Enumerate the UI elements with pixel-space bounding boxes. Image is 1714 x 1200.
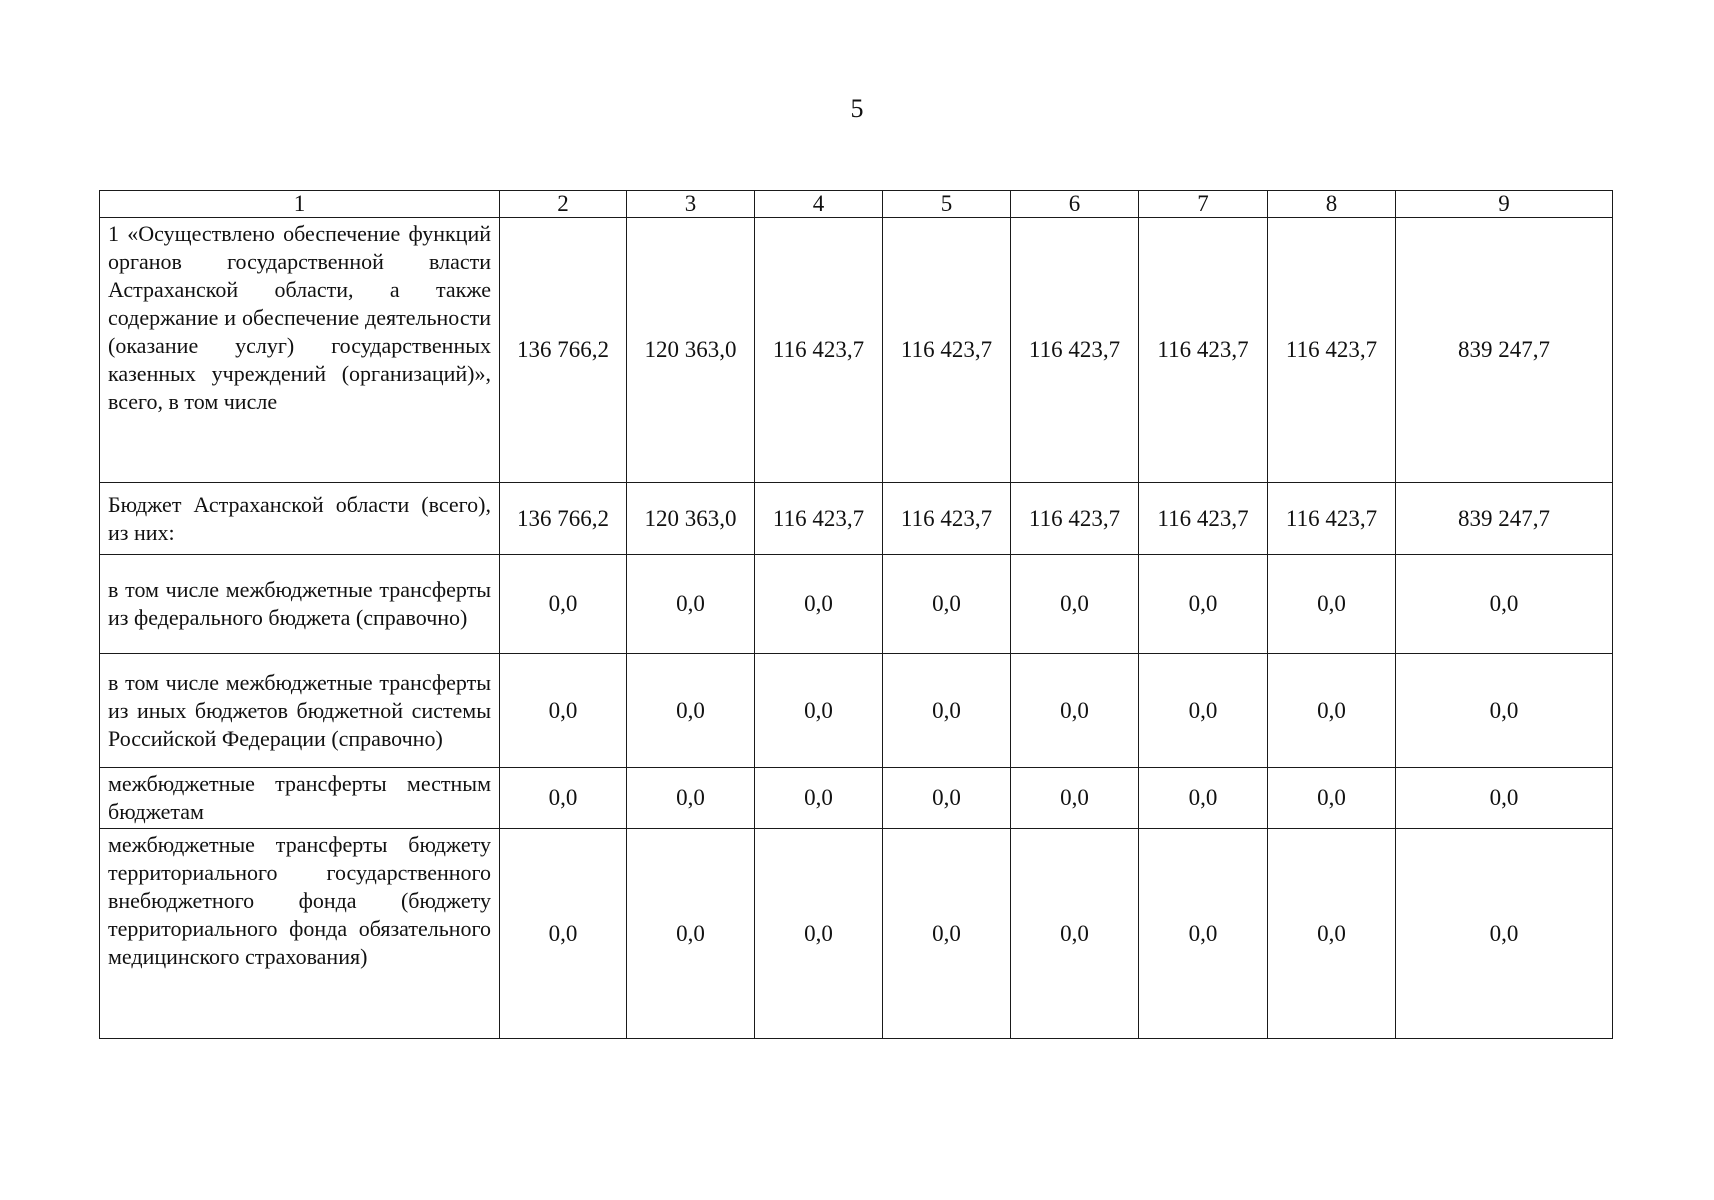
table-cell: 0,0 — [1139, 768, 1268, 829]
column-header: 4 — [755, 191, 883, 218]
table-cell: 116 423,7 — [1011, 483, 1139, 555]
table-cell: 839 247,7 — [1396, 483, 1613, 555]
table-cell: 0,0 — [1396, 555, 1613, 654]
table-row — [100, 555, 1613, 654]
column-header: 6 — [1011, 191, 1139, 218]
table-cell: 0,0 — [500, 829, 627, 1039]
table-cell: 0,0 — [500, 555, 627, 654]
table-cell: 0,0 — [627, 829, 755, 1039]
row-label: межбюджетные трансферты бюджету территориального государственного внебюджетного фонда (бюджету территориального фонда обязательного медицинского страхования) — [100, 829, 500, 1039]
row-label: в том числе межбюджетные трансферты из иных бюджетов бюджетной системы Российской Федерации (справочно) — [100, 654, 500, 768]
table-row — [100, 218, 1613, 483]
table-cell: 0,0 — [1268, 829, 1396, 1039]
table-cell: 0,0 — [1396, 654, 1613, 768]
column-header: 1 — [100, 191, 500, 218]
table-cell: 116 423,7 — [1139, 218, 1268, 483]
table-cell: 0,0 — [627, 768, 755, 829]
column-header: 7 — [1139, 191, 1268, 218]
table-cell: 0,0 — [755, 829, 883, 1039]
column-header: 9 — [1396, 191, 1613, 218]
page-number: 5 — [850, 94, 864, 123]
table-cell: 0,0 — [883, 555, 1011, 654]
table-cell: 0,0 — [500, 654, 627, 768]
row-label: 1 «Осуществлено обеспечение функций органов государственной власти Астраханской области, а также содержание и обеспечение деятельности (оказание услуг) государственных казенных учреждений (организаций)», всего, в том числе — [100, 218, 500, 483]
column-header: 8 — [1268, 191, 1396, 218]
table-cell: 0,0 — [1268, 555, 1396, 654]
table-cell: 116 423,7 — [883, 218, 1011, 483]
table-cell: 136 766,2 — [500, 483, 627, 555]
table-cell: 116 423,7 — [755, 483, 883, 555]
header-row — [100, 191, 1613, 218]
row-label: в том числе межбюджетные трансферты из федерального бюджета (справочно) — [100, 555, 500, 654]
table-cell: 0,0 — [1268, 768, 1396, 829]
table-cell: 0,0 — [627, 555, 755, 654]
column-header: 5 — [883, 191, 1011, 218]
table-cell: 839 247,7 — [1396, 218, 1613, 483]
table-cell: 0,0 — [755, 555, 883, 654]
table-cell: 0,0 — [883, 654, 1011, 768]
table-cell: 0,0 — [755, 768, 883, 829]
table-cell: 0,0 — [1011, 829, 1139, 1039]
table-cell: 0,0 — [1011, 768, 1139, 829]
table-cell: 116 423,7 — [755, 218, 883, 483]
table-row — [100, 483, 1613, 555]
table-cell: 0,0 — [627, 654, 755, 768]
table-cell: 0,0 — [1139, 829, 1268, 1039]
table-cell: 0,0 — [1396, 768, 1613, 829]
table-cell: 120 363,0 — [627, 483, 755, 555]
table-cell: 0,0 — [1268, 654, 1396, 768]
budget-table — [99, 190, 1613, 1039]
table-cell: 116 423,7 — [883, 483, 1011, 555]
table-cell: 116 423,7 — [1139, 483, 1268, 555]
table-row — [100, 654, 1613, 768]
table-cell: 0,0 — [883, 829, 1011, 1039]
column-header: 3 — [627, 191, 755, 218]
table-cell: 0,0 — [1011, 654, 1139, 768]
table-cell: 0,0 — [1396, 829, 1613, 1039]
table-cell: 0,0 — [500, 768, 627, 829]
table-cell: 0,0 — [883, 768, 1011, 829]
column-header: 2 — [500, 191, 627, 218]
table-cell: 116 423,7 — [1268, 483, 1396, 555]
table-cell: 120 363,0 — [627, 218, 755, 483]
table-cell: 0,0 — [1011, 555, 1139, 654]
row-label: Бюджет Астраханской области (всего), из них: — [100, 483, 500, 555]
table-cell: 136 766,2 — [500, 218, 627, 483]
row-label: межбюджетные трансферты местным бюджетам — [100, 768, 500, 829]
table-cell: 116 423,7 — [1268, 218, 1396, 483]
table-cell: 116 423,7 — [1011, 218, 1139, 483]
table-row — [100, 768, 1613, 829]
table-cell: 0,0 — [755, 654, 883, 768]
table-cell: 0,0 — [1139, 555, 1268, 654]
table-row — [100, 829, 1613, 1039]
table-cell: 0,0 — [1139, 654, 1268, 768]
